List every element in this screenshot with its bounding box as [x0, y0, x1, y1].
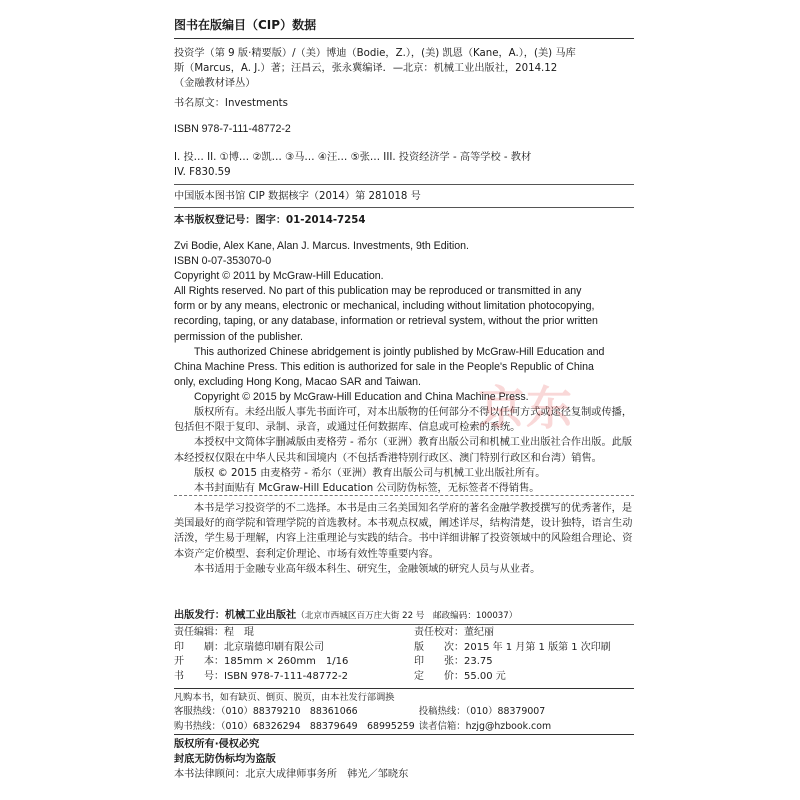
return-notice: 凡购本书，如有缺页、倒页、脱页，由本社发行部调换 [174, 692, 395, 703]
submission-hotline: 投稿热线：（010）88379007 [418, 706, 546, 718]
english-edition-info [174, 239, 634, 285]
edition-line: Copyright © 2011 by McGraw-Hill Education. [174, 270, 384, 283]
description-line: 活泼，学生易于理解，内容上注重理论与实践的结合。书中详细讲解了投资领域中的风险组合理论、资 [174, 533, 633, 545]
detail-row [174, 655, 634, 670]
contact-row [174, 705, 634, 719]
rights-line: All Rights reserved. No part of this publication may be reproduced or transmitted in any [174, 285, 582, 297]
rights-reserved [174, 284, 634, 345]
detail-row [174, 641, 634, 656]
description-line: 美国最好的商学院和管理学院的首选教材。本书观点权威，阐述详尽，结构清楚，设计独特，语言生动 [174, 518, 633, 530]
copyright-registration: 本书版权登记号：图字：01-2014-7254 [174, 215, 366, 226]
cip-record-line: 斯（Marcus，A. J.）著；汪昌云，张永冀编译．—北京：机械工业出版社，2014.12 [174, 63, 558, 75]
format: 开 本：185mm × 260mm 1/16 [174, 656, 349, 668]
cip-record-line: （金融教材译丛） [174, 78, 256, 90]
divider [174, 688, 634, 689]
classification [174, 150, 634, 180]
rights-line-zh: 包括但不限于复印、录制、录音，或通过任何数据库、信息或可检索的系统。 [174, 422, 521, 434]
proofreader: 责任校对：董纪丽 [414, 627, 494, 638]
divider [174, 624, 634, 625]
divider [174, 207, 634, 208]
cip-header: 图书在版编目（CIP）数据 [174, 18, 317, 32]
authorization-line: China Machine Press. This edition is authorized for sale in the People's Republic of China [174, 361, 594, 374]
publisher-address: （北京市西城区百万庄大街 22 号 邮政编码：100037） [296, 611, 518, 621]
rights-line: recording, taping, or any database, information or retrieval system, without the prior written [174, 315, 598, 328]
legal-counsel: 本书法律顾问：北京大成律师事务所 韩光／邹晓东 [174, 769, 409, 781]
anti-counterfeit-notice: 封底无防伪标均为盗版 [174, 754, 276, 766]
rights-line-zh: 版权所有。未经出版人事先书面许可，对本出版物的任何部分不得以任何方式或途径复制或传播， [194, 407, 633, 418]
copyright-2015: Copyright © 2015 by McGraw-Hill Education and China Machine Press. [194, 391, 529, 403]
rights-line: form or by any means, electronic or mechanical, including without limitation photocopying, [174, 300, 595, 313]
print-sheets: 印 张：23.75 [414, 656, 493, 668]
rights-line: permission of the publisher. [174, 330, 303, 343]
edition: 版 次：2015 年 1 月第 1 版第 1 次印刷 [414, 641, 611, 653]
book-description [174, 501, 634, 577]
service-hotline: 客服热线：（010）88379210 88361066 [174, 706, 358, 718]
divider [174, 734, 634, 735]
printer: 印 刷：北京瑞德印刷有限公司 [174, 641, 324, 653]
rights-line-zh: 本经授权仅限在中华人民共和国境内（不包括香港特别行政区、澳门特别行政区和台湾）销售。 [174, 452, 602, 464]
classification-line: I. 投… II. ①博… ②凯… ③马… ④汪… ⑤张… III. 投资经济学 - 高等学校 - 教材 [174, 152, 532, 163]
edition-line: ISBN 0-07-353070-0 [174, 255, 272, 268]
description-line: 本书适用于金融专业高年级本科生、研究生，金融领域的研究人员与从业者。 [194, 563, 541, 575]
footer [174, 737, 634, 783]
purchase-hotline: 购书热线：（010）68326294 88379649 68995259 [174, 720, 415, 732]
rights-line-zh: 本书封面贴有 McGraw-Hill Education 公司防伪标签，无标签者不得销售。 [194, 483, 540, 495]
divider [174, 184, 634, 185]
isbn-line: ISBN 978-7-111-48772-2 [174, 123, 291, 135]
rights-line-zh: 版权 © 2015 由麦格劳 - 希尔（亚洲）教育出版公司与机械工业出版社所有。 [194, 467, 546, 479]
contact-row [174, 720, 634, 734]
cip-record [174, 46, 634, 92]
rights-line-zh: 本授权中文简体字删减版由麦格劳 - 希尔（亚洲）教育出版公司和机械工业出版社合作出版。此版 [194, 437, 633, 449]
publisher-label: 出版发行：机械工业出版社 [174, 610, 297, 621]
publication-details [174, 626, 634, 684]
edition-line: Zvi Bodie, Alex Kane, Alan J. Marcus. Investments, 9th Edition. [174, 240, 470, 252]
watermark: 京东 [478, 381, 574, 435]
detail-row [174, 626, 634, 641]
cip-check-number: 中国版本图书馆 CIP 数据核字（2014）第 281018 号 [174, 191, 421, 202]
rights-reserved-notice: 版权所有·侵权必究 [174, 739, 260, 750]
cip-record-line: 投资学（第 9 版·精要版）/（美）博迪（Bodie，Z.），(美) 凯恩（Kane，A.），(美) 马库 [174, 48, 576, 59]
divider [174, 495, 634, 496]
editor: 责任编辑：程 琨 [174, 627, 254, 638]
detail-row [174, 670, 634, 685]
price: 定 价：55.00 元 [414, 670, 506, 682]
description-line: 本资产定价模型、套利定价理论、市场有效性等重要内容。 [174, 548, 439, 560]
original-title: 书名原文：Investments [174, 98, 288, 109]
reader-email: 读者信箱：hzjg@hzbook.com [418, 720, 552, 732]
description-line: 本书是学习投资学的不二选择。本书是由三名美国知名学府的著名金融学教授撰写的优秀著作，是 [194, 503, 633, 514]
book-number: 书 号：ISBN 978-7-111-48772-2 [174, 670, 348, 682]
classification-line: IV. F830.59 [174, 167, 231, 179]
authorization-line: This authorized Chinese abridgement is jointly published by McGraw-Hill Education and [194, 346, 605, 358]
authorization-line: only, excluding Hong Kong, Macao SAR and Taiwan. [174, 376, 421, 389]
contact-block [174, 690, 634, 734]
publisher-line [174, 608, 634, 624]
divider [174, 38, 634, 39]
